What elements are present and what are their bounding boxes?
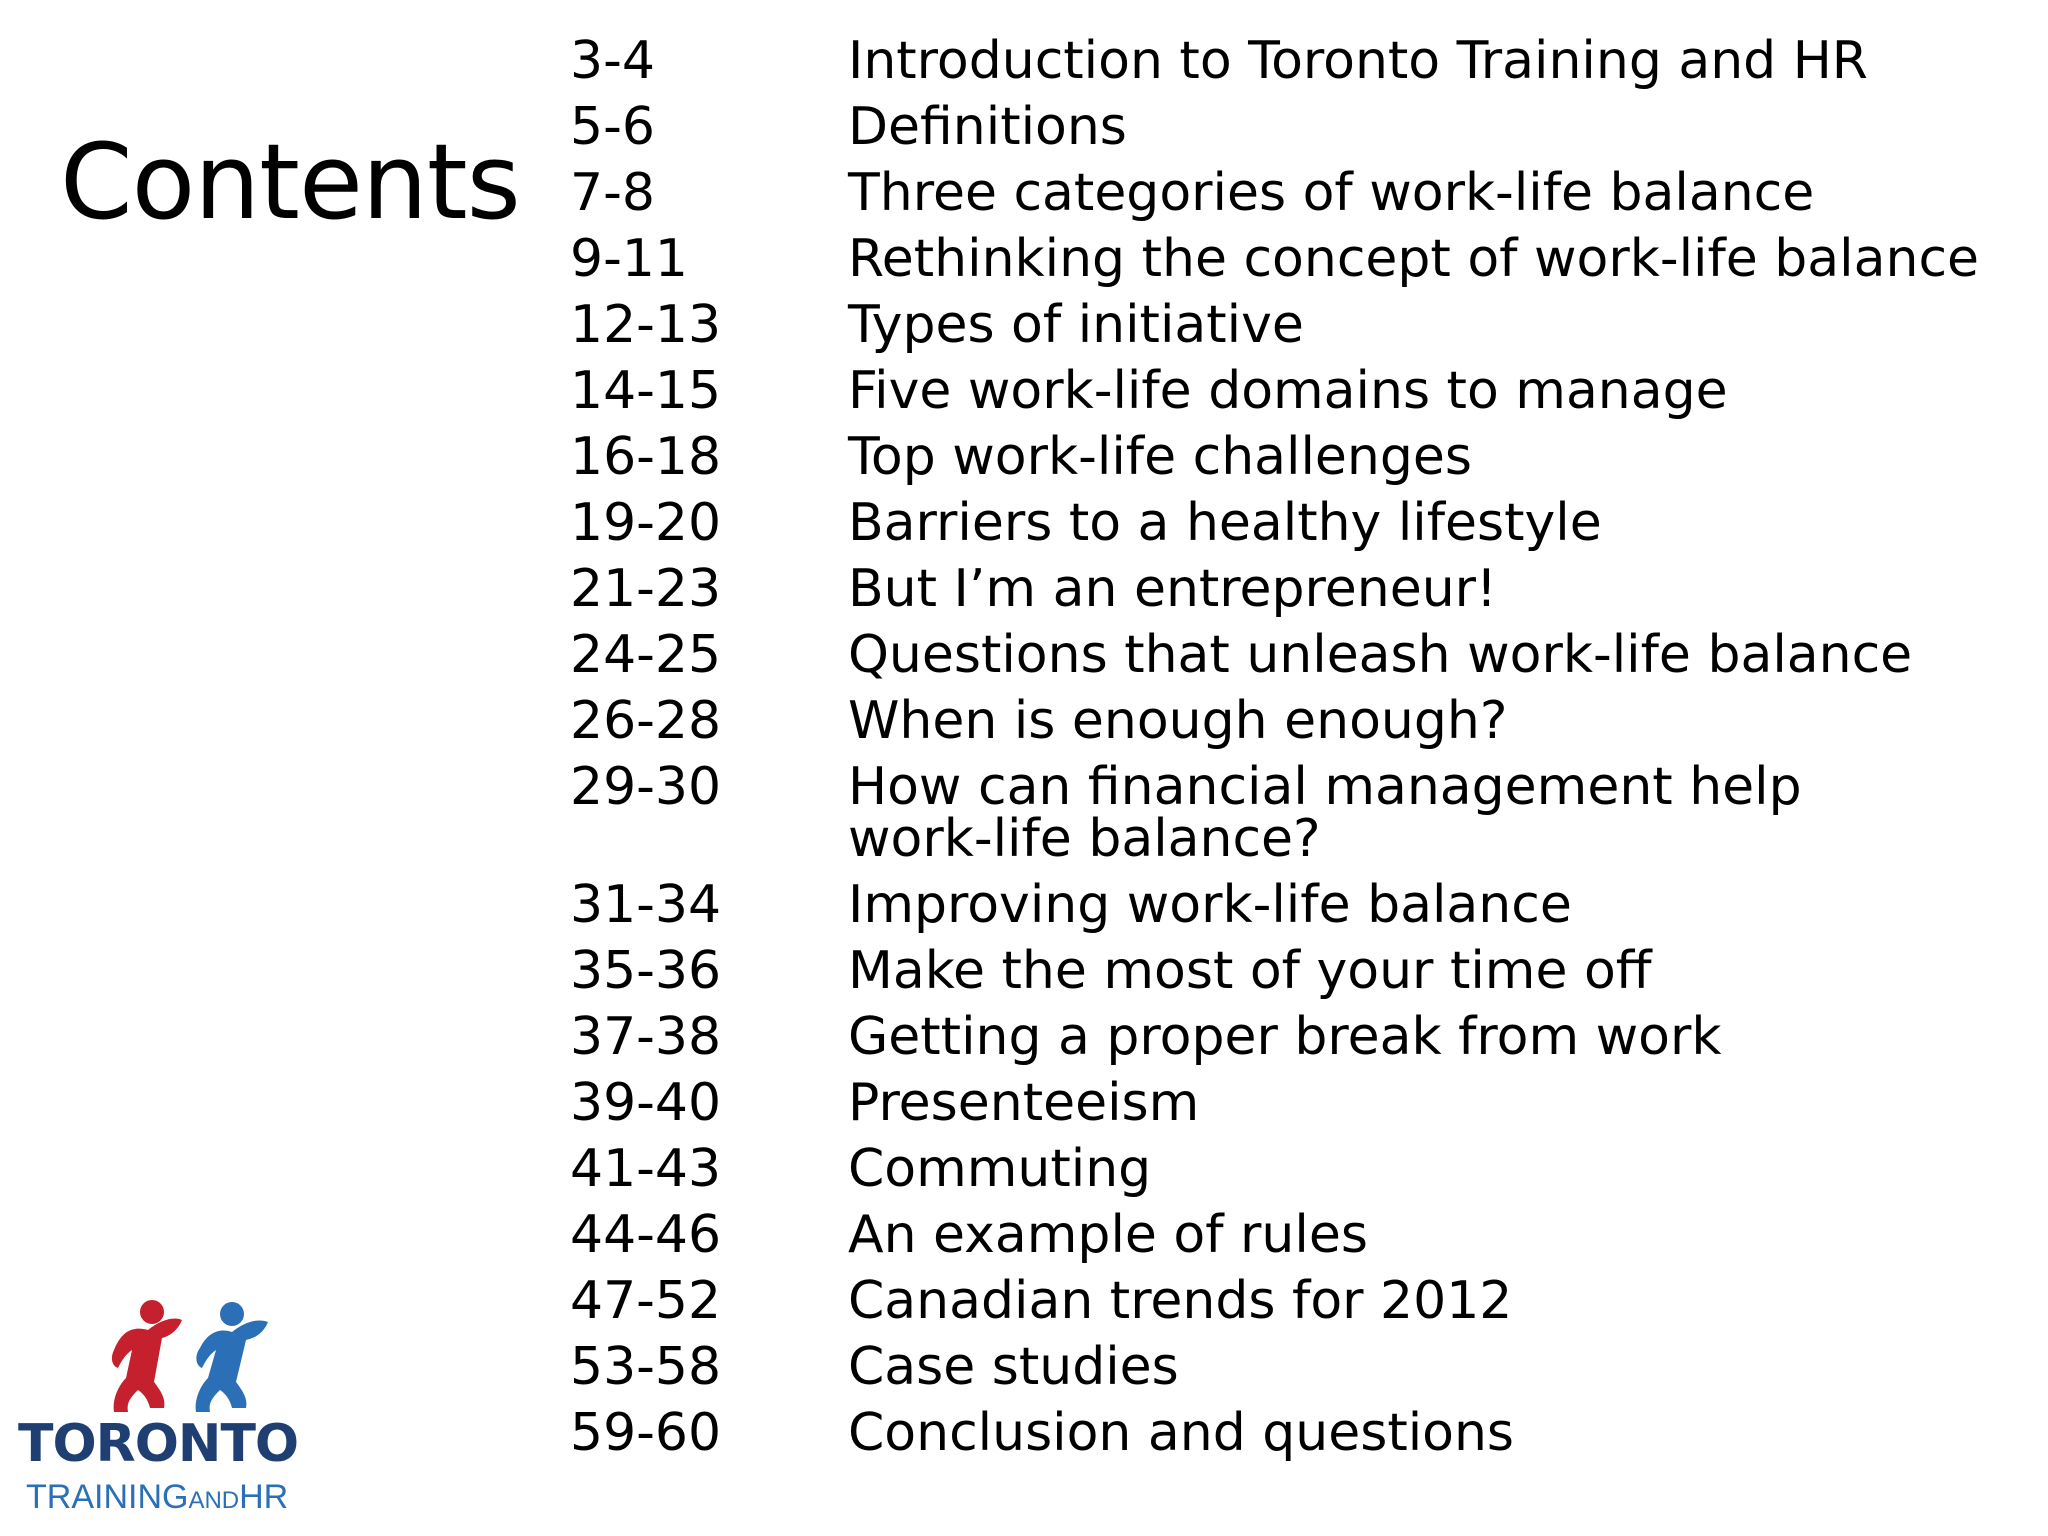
logo-wordmark: TORONTO (18, 1414, 299, 1474)
toc-section-title (848, 160, 2010, 226)
toc-entry (570, 754, 2010, 872)
toc-title-line: Three categories of work-life balance (848, 163, 1815, 223)
toc-title-line: But I’m an entrepreneur! (848, 559, 1497, 619)
toc-page-range: 5-6 (570, 97, 655, 157)
toc-title-line: Commuting (848, 1139, 1152, 1199)
toc-section-title (848, 1400, 2010, 1466)
toc-page-range: 7-8 (570, 163, 655, 223)
toc-page-range: 21-23 (570, 559, 722, 619)
toc-section-title (848, 622, 2010, 688)
toc-entry (570, 1004, 2010, 1070)
toc-page-range: 44-46 (570, 1205, 722, 1265)
toc-section-title (848, 424, 2010, 490)
toc-page-range: 53-58 (570, 1337, 722, 1397)
toc-section-title (848, 226, 2010, 292)
logo-subtitle: TRAININGANDHR (26, 1478, 289, 1516)
toc-section-title (848, 754, 2010, 872)
toc-title-line: Case studies (848, 1337, 1179, 1397)
toc-page-range: 41-43 (570, 1139, 722, 1199)
toc-entry (570, 28, 2010, 94)
toc-title-line: How can financial management help (848, 757, 1802, 817)
toc-entry (570, 622, 2010, 688)
company-logo (14, 1290, 314, 1530)
toc-entry (570, 358, 2010, 424)
toc-section-title (848, 1136, 2010, 1202)
toc-page-range: 9-11 (570, 229, 689, 289)
toc-section-title (848, 1334, 2010, 1400)
toc-entry (570, 688, 2010, 754)
toc-entry (570, 292, 2010, 358)
toc-entry (570, 424, 2010, 490)
toc-title-line: Five work-life domains to manage (848, 361, 1728, 421)
toc-title-line: Conclusion and questions (848, 1403, 1515, 1463)
toc-section-title (848, 872, 2010, 938)
toc-entry (570, 226, 2010, 292)
toc-entry (570, 1268, 2010, 1334)
toc-entry (570, 556, 2010, 622)
toc-entry (570, 1202, 2010, 1268)
toc-title-line: Getting a proper break from work (848, 1007, 1722, 1067)
toc-title-line: An example of rules (848, 1205, 1368, 1265)
table-of-contents (570, 28, 2010, 1466)
toc-title-line: Improving work-life balance (848, 875, 1572, 935)
toc-title-line: Presenteeism (848, 1073, 1200, 1133)
toc-page-range: 29-30 (570, 757, 722, 817)
toc-section-title (848, 490, 2010, 556)
toc-section-title (848, 292, 2010, 358)
toc-title-line: Canadian trends for 2012 (848, 1271, 1513, 1331)
toc-page-range: 35-36 (570, 941, 722, 1001)
toc-title-line: When is enough enough? (848, 691, 1508, 751)
toc-entry (570, 872, 2010, 938)
toc-entry (570, 490, 2010, 556)
toc-section-title (848, 1070, 2010, 1136)
toc-page-range: 12-13 (570, 295, 722, 355)
toc-entry (570, 1334, 2010, 1400)
toc-page-range: 24-25 (570, 625, 722, 685)
toc-title-line: Make the most of your time off (848, 941, 1652, 1001)
toc-section-title (848, 688, 2010, 754)
toc-title-line: work-life balance? (848, 809, 1321, 869)
toc-page-range: 39-40 (570, 1073, 722, 1133)
toc-title-line: Top work-life challenges (848, 427, 1472, 487)
toc-section-title (848, 94, 2010, 160)
toc-page-range: 16-18 (570, 427, 722, 487)
toc-page-range: 31-34 (570, 875, 722, 935)
toc-title-line: Barriers to a healthy lifestyle (848, 493, 1602, 553)
toc-title-line: Types of initiative (848, 295, 1304, 355)
toc-page-range: 26-28 (570, 691, 722, 751)
toc-section-title (848, 556, 2010, 622)
toc-entry (570, 1070, 2010, 1136)
toc-entry (570, 1136, 2010, 1202)
page-title: Contents (60, 121, 520, 243)
toc-section-title (848, 938, 2010, 1004)
toc-section-title (848, 1202, 2010, 1268)
toc-title-line: Introduction to Toronto Training and HR (848, 31, 1868, 91)
toc-entry (570, 94, 2010, 160)
toc-entry (570, 1400, 2010, 1466)
toc-entry (570, 938, 2010, 1004)
toc-page-range: 37-38 (570, 1007, 722, 1067)
toc-entry (570, 160, 2010, 226)
toc-title-line: Questions that unleash work-life balance (848, 625, 1913, 685)
toc-page-range: 47-52 (570, 1271, 722, 1331)
toc-title-line: Rethinking the concept of work-life balance (848, 229, 1980, 289)
toc-section-title (848, 28, 2010, 94)
toc-page-range: 19-20 (570, 493, 722, 553)
toc-section-title (848, 358, 2010, 424)
toc-title-line: Definitions (848, 97, 1127, 157)
toc-section-title (848, 1004, 2010, 1070)
toc-section-title (848, 1268, 2010, 1334)
toc-page-range: 3-4 (570, 31, 655, 91)
toc-page-range: 14-15 (570, 361, 722, 421)
toc-page-range: 59-60 (570, 1403, 722, 1463)
